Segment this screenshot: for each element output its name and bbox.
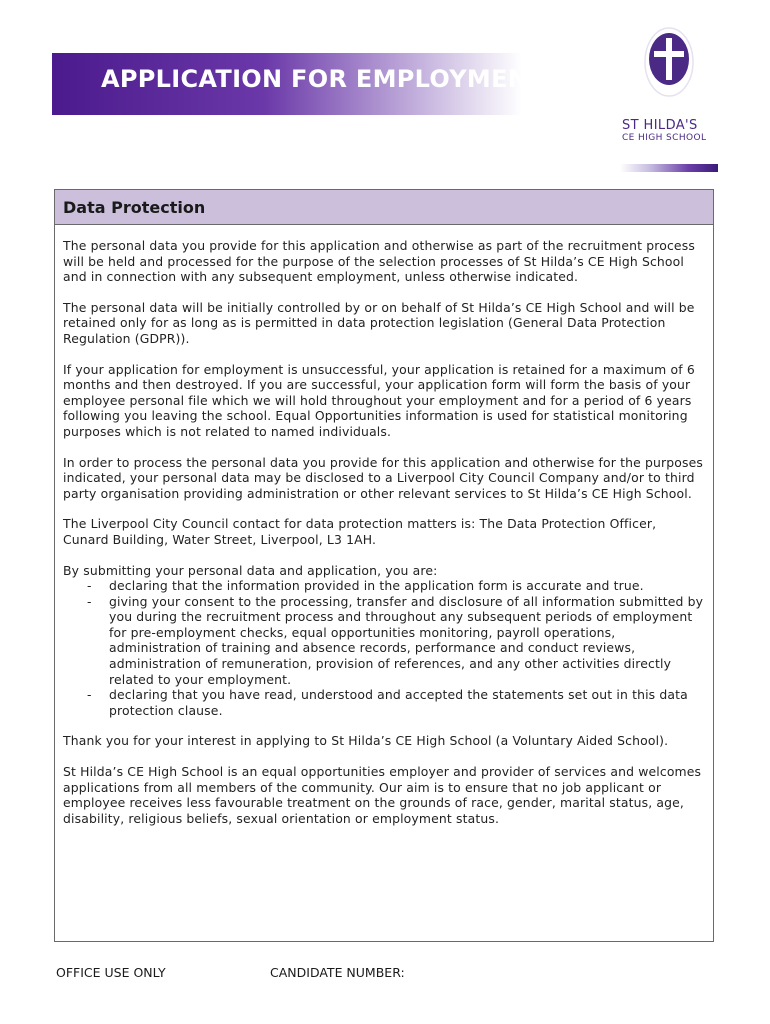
paragraph: The Liverpool City Council contact for data protection matters is: The Data Protection Officer, Cunard Building, Water Street, Liverpool, L3 1AH.	[63, 516, 657, 547]
school-crest-logo	[641, 25, 697, 107]
section-body	[55, 225, 713, 826]
school-name: ST HILDA'S	[622, 118, 698, 133]
school-subtitle: CE HIGH SCHOOL	[622, 133, 707, 143]
list-item: - giving your consent to the processing, transfer and disclosure of all information submitted by you during the recruitment process and throughout any subsequent periods of employment for pre-employment checks, equal opportunities monitoring, payroll operations, administration of training and absence records, performance and conduct reviews, administration of remuneration, provision of references, and any other activities directly related to your employment.	[63, 594, 705, 688]
candidate-number-label: CANDIDATE NUMBER:	[270, 965, 405, 980]
logo-gradient-strip	[620, 164, 718, 172]
paragraph: By submitting your personal data and application, you are:	[63, 562, 438, 578]
paragraph: Thank you for your interest in applying to St Hilda’s CE High School (a Voluntary Aided School).	[63, 733, 669, 749]
section-heading: Data Protection	[63, 198, 206, 217]
consent-list	[63, 578, 705, 718]
paragraph: The personal data you provide for this application and otherwise as part of the recruitment process will be held and processed for the purpose of the selection processes of St Hilda’s CE High School and in connection with any subsequent employment, unless otherwise indicated.	[63, 238, 695, 285]
section-header	[55, 190, 713, 225]
title-banner	[52, 53, 545, 115]
paragraph: In order to process the personal data you provide for this application and otherwise for the purposes indicated, your personal data may be disclosed to a Liverpool City Council Company and/or to third party organisation providing administration or other relevant services to St Hilda’s CE High School.	[63, 454, 703, 501]
page-title: APPLICATION FOR EMPLOYMENT	[101, 65, 545, 93]
paragraph: If your application for employment is unsuccessful, your application is retained for a maximum of 6 months and then destroyed. If you are successful, your application form will form the basis of your employee personal file which we will hold throughout your employment and for a period of 6 years following you leaving the school. Equal Opportunities information is used for statistical monitoring purposes which is not related to named individuals.	[63, 361, 695, 439]
office-use-label: OFFICE USE ONLY	[56, 965, 166, 980]
data-protection-section	[54, 189, 714, 942]
paragraph: The personal data will be initially controlled by or on behalf of St Hilda’s CE High School and will be retained only for as long as is permitted in data protection legislation (General Data Protection Regulation (GDPR)).	[63, 299, 695, 346]
list-item: - declaring that you have read, understood and accepted the statements set out in this data protection clause.	[63, 687, 705, 718]
paragraph: St Hilda’s CE High School is an equal opportunities employer and provider of services and welcomes applications from all members of the community. Our aim is to ensure that no job applicant or employee receives less favourable treatment on the grounds of race, gender, marital status, age, disability, religious beliefs, sexual orientation or employment status.	[63, 764, 702, 826]
list-item: - declaring that the information provided in the application form is accurate and true.	[63, 578, 705, 594]
